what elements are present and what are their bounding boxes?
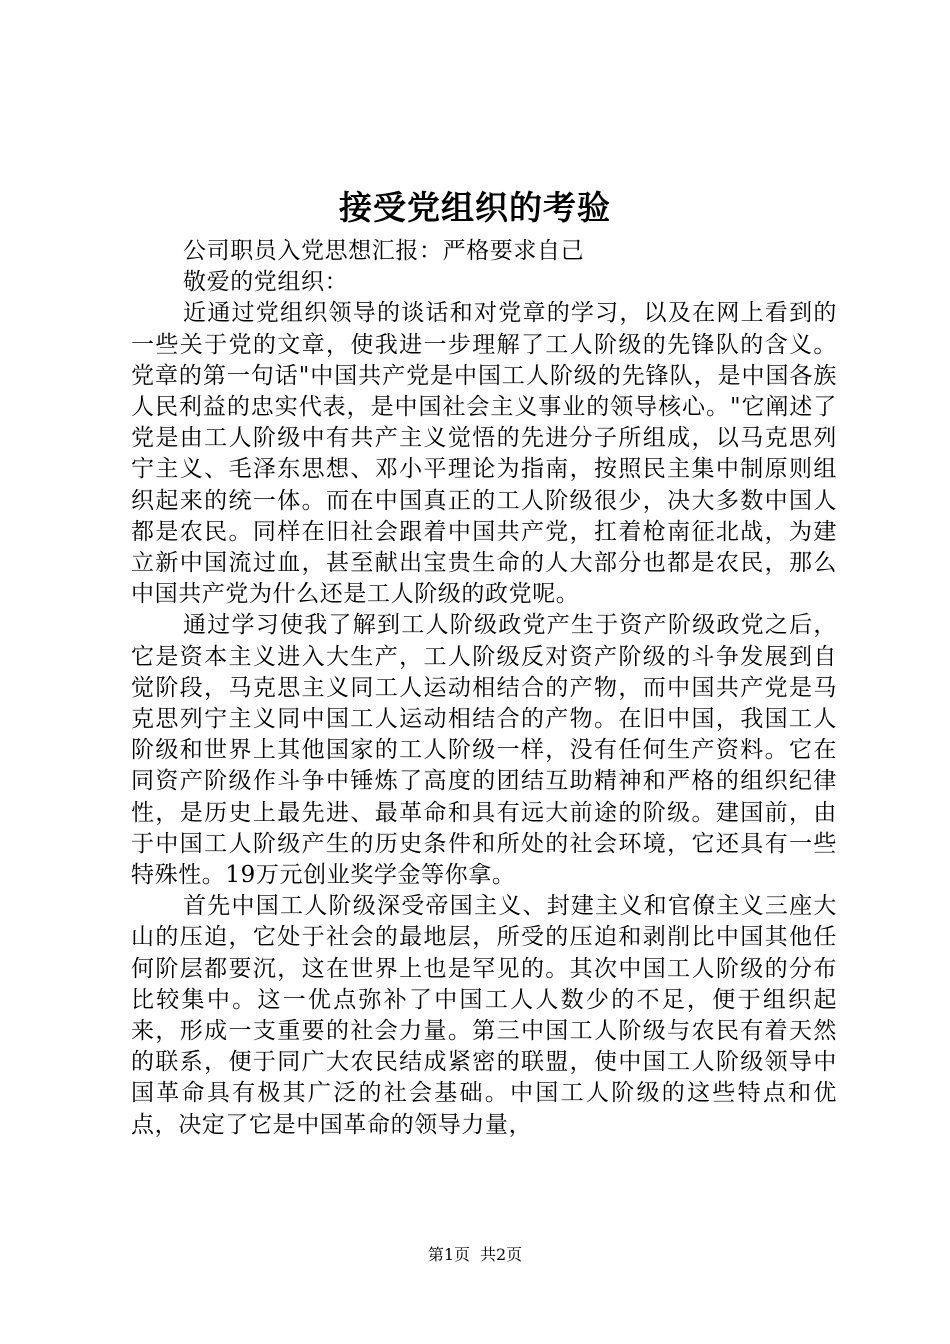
body-paragraph: 近通过党组织领导的谈话和对党章的学习，以及在网上看到的一些关于党的文章，使我进一步理解了工人阶级的先锋队的含义。党章的第一句话"中国共产党是中国工人阶级的先锋队，是中国各族人民利益的忠实代表，是中国社会主义事业的领导核心。"它阐述了党是由工人阶级中有共产主义觉悟的先进分子所组成，以马克思列宁主义、毛泽东思想、邓小平理论为指南，按照民主集中制原则组织起来的统一体。而在中国真正的工人阶级很少，决大多数中国人都是农民。同样在旧社会跟着中国共产党，扛着枪南征北战，为建立新中国流过血，甚至献出宝贵生命的人大部分也都是农民，那么中国共产党为什么还是工人阶级的政党呢。 xyxy=(131,300,837,608)
page-number: 第1页 xyxy=(427,1245,470,1264)
page-footer xyxy=(0,1244,950,1266)
page-total: 共2页 xyxy=(480,1245,523,1264)
document-body xyxy=(131,236,837,1141)
subtitle-line: 公司职员入党思想汇报：严格要求自己 xyxy=(183,238,585,264)
document-title: 接受党组织的考验 xyxy=(339,188,611,227)
salutation-line: 敬爱的党组织： xyxy=(183,269,349,296)
body-paragraph: 通过学习使我了解到工人阶级政党产生于资产阶级政党之后，它是资本主义进入大生产，工人阶级反对资产阶级的斗争发展到自觉阶段，马克思主义同工人运动相结合的产物，而中国共产党是马克思列宁主义同中国工人运动相结合的产物。在旧中国，我国工人阶级和世界上其他国家的工人阶级一样，没有任何生产资料。它在同资产阶级作斗争中锤炼了高度的团结互助精神和严格的组织纪律性，是历史上最先进、最革命和具有远大前途的阶级。建国前，由于中国工人阶级产生的历史条件和所处的社会环境，它还具有一些特殊性。19万元创业奖学金等你拿。 xyxy=(131,612,837,889)
body-paragraph: 首先中国工人阶级深受帝国主义、封建主义和官僚主义三座大山的压迫，它处于社会的最地层，所受的压迫和剥削比中国其他任何阶层都要沉，这在世界上也是罕见的。其次中国工人阶级的分布比较集中。这一优点弥补了中国工人人数少的不足，便于组织起来，形成一支重要的社会力量。第三中国工人阶级与农民有着天然的联系，便于同广大农民结成紧密的联盟，使中国工人阶级领导中国革命具有极其广泛的社会基础。中国工人阶级的这些特点和优点，决定了它是中国革命的领导力量， xyxy=(131,893,837,1138)
